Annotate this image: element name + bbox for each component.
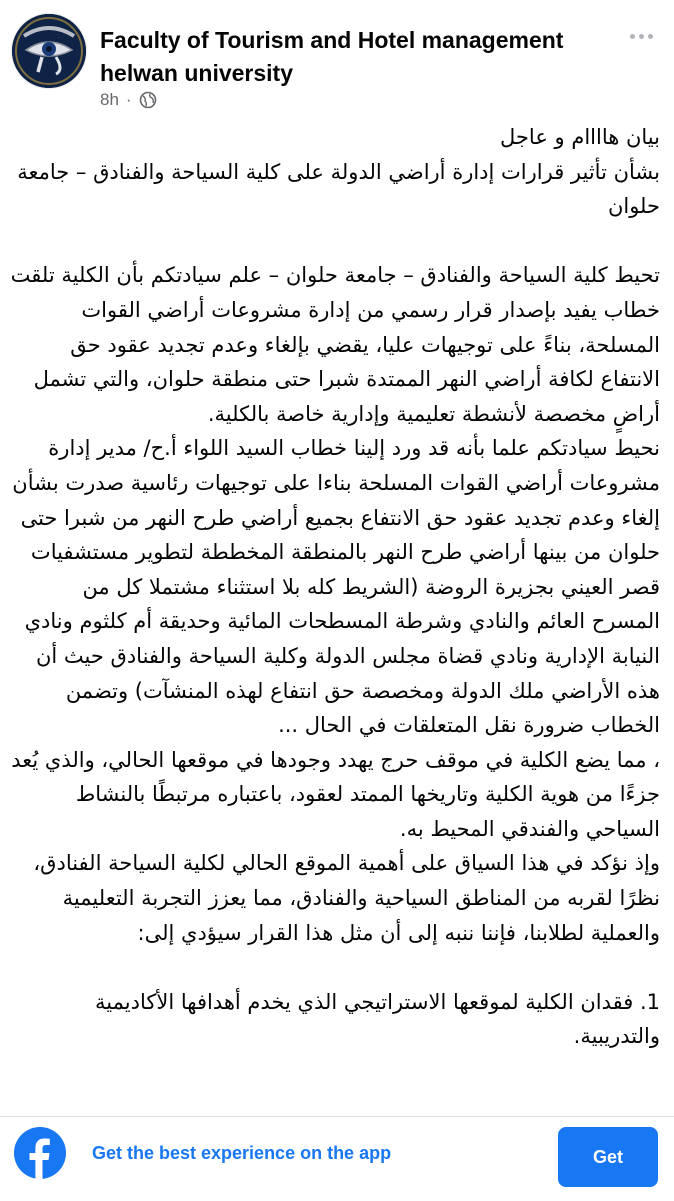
more-options-icon[interactable] [624, 26, 658, 46]
eye-of-horus-logo-icon [12, 14, 86, 88]
facebook-logo-icon[interactable] [14, 1127, 66, 1179]
post-paragraph: نحيط سيادتكم علما بأنه قد ورد إلينا خطاب السيد اللواء أ.ح/ مدير إدارة مشروعات أراضي القوات المسلحة بناءا على توجيهات رئاسية صدرت بشأن إلغاء وعدم تجديد عقود حق الانتفاع بجميع أراضي طرح النهر من شبرا حتى حلوان من بينها أراضي طرح النهر بالمنطقة المخططة لتطوير مستشفيات قصر العيني بجزيرة الروضة (الشريط كله بلا استثناء مشتملا كل من المسرح العائم والنادي وشرطة المسطحات المائية وحديقة أم كلثوم ونادي النيابة الإدارية ونادي قضاة مجلس الدولة وكلية السياحة والفنادق حيث أن هذه الأراضي ملك الدولة ومخصصة حق انتفاع لهذه المنشآت) وتضمن الخطاب ضرورة نقل المتعلقات في الحال ... [12, 436, 660, 738]
page-avatar[interactable] [12, 14, 86, 88]
post-title-line: بشأن تأثير قرارات إدارة أراضي الدولة على كلية السياحة والفنادق – جامعة حلوان [17, 159, 660, 219]
post-text [8, 120, 660, 1054]
app-install-banner [0, 1116, 674, 1201]
post-meta [100, 88, 157, 112]
page-name-link[interactable]: Faculty of Tourism and Hotel management helwan university [100, 27, 564, 86]
post-paragraph: وإذ نؤكد في هذا السياق على أهمية الموقع الحالي لكلية السياحة الفنادق، نظرًا لقربه من المناطق السياحية والفنادق، مما يعزز التجربة التعليمية والعملية لطلابنا، فإننا ننبه إلى أن مثل هذا القرار سيؤدي إلى: [33, 851, 660, 945]
globe-icon [139, 91, 157, 109]
post-paragraph: تحيط كلية السياحة والفنادق – جامعة حلوان – علم سيادتكم بأن الكلية تلقت خطاب يفيد بإصدار قرار رسمي من إدارة مشروعات أراضي القوات المسلحة، بناءً على توجيهات عليا، يقضي بإلغاء وعدم تجديد عقود حق الانتفاع لكافة أراضي النهر الممتدة شبرا حتى منطقة حلوان، والتي تشمل أراضٍ مخصصة لأنشطة تعليمية وإدارية خاصة بالكلية. [10, 263, 660, 426]
post-paragraph: ، مما يضع الكلية في موقف حرج يهدد وجودها في موقعها الحالي، والذي يُعد جزءًا من هوية الكلية وتاريخها الممتد لعقود، باعتباره مرتبطًا بالنشاط السياحي والفندقي المحيط به. [11, 747, 660, 841]
meta-separator: · [125, 90, 132, 109]
post-header [0, 0, 674, 120]
get-app-button[interactable]: Get [558, 1127, 658, 1187]
app-banner-text[interactable]: Get the best experience on the app [92, 1143, 392, 1163]
post-title-line: بيان هاااام و عاجل [500, 125, 660, 149]
post-list-item: 1. فقدان الكلية لموقعها الاستراتيجي الذي يخدم أهدافها الأكاديمية والتدريبية. [95, 989, 660, 1049]
post-time[interactable]: 8h [100, 90, 119, 109]
